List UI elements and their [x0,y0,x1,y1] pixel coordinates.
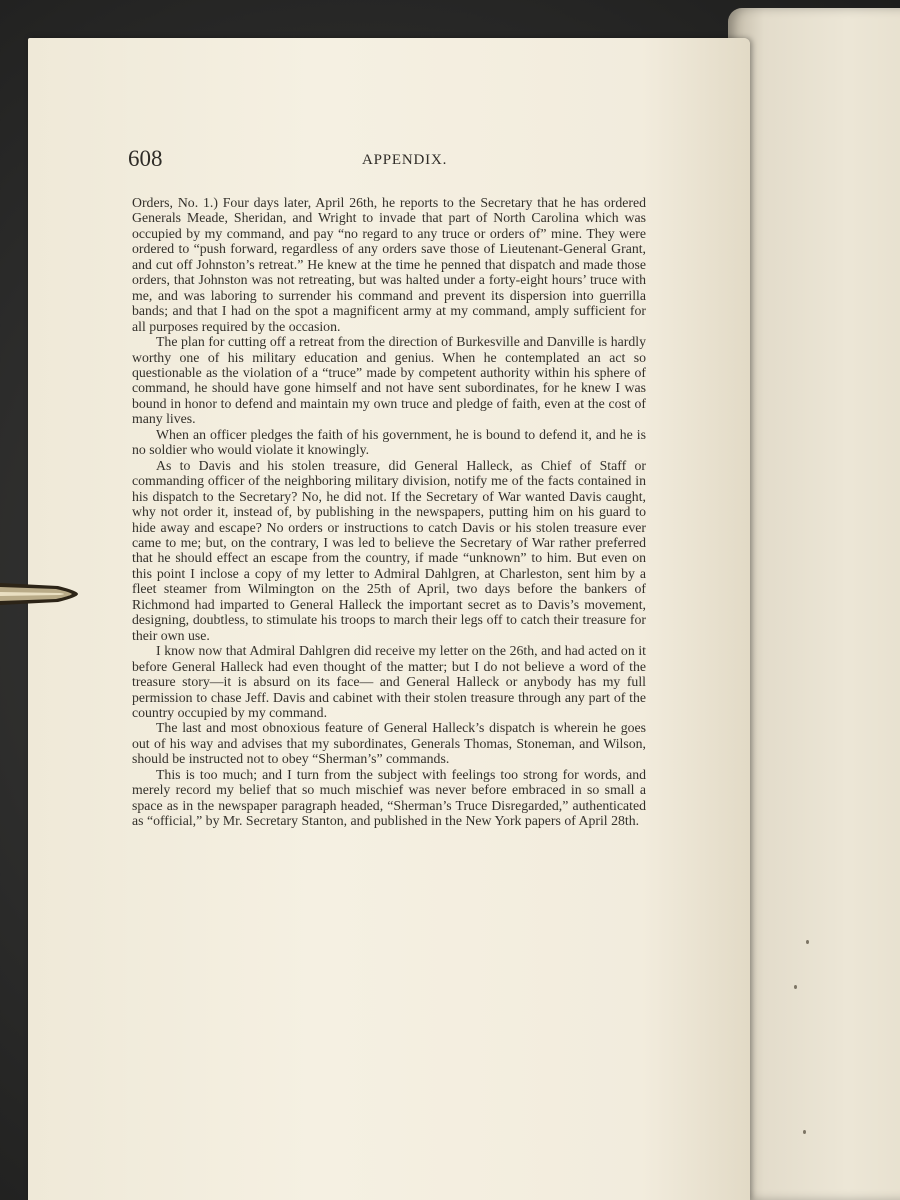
paragraph: When an officer pledges the faith of his government, he is bound to defend it, and he is no soldier who would violate it knowingly. [132,426,646,458]
paragraph: This is too much; and I turn from the subject with feelings too strong for words, and merely record my belief that so much mischief was never before embraced in so small a space as in the newspaper paragraph headed, “Sherman’s Truce Disregarded,” authenticated as “official,” by Mr. Secretary Stanton, and published in the New York papers of April 28th. [132,766,646,829]
page-speck [806,940,809,944]
page-speck [794,985,797,989]
paragraph: The last and most obnoxious feature of General Halleck’s dispatch is wherein he goes out of his way and advises that my subordinates, Generals Thomas, Stoneman, and Wilson, should be instructed not to obey “Sherman’s” commands. [132,720,646,767]
page-speck [803,1130,806,1134]
ribbon-bookmark [0,577,80,611]
paragraph: I know now that Admiral Dahlgren did receive my letter on the 26th, and had acted on it before General Halleck had even thought of the matter; but I do not believe a word of the treasure story—it is absurd on its face— and General Halleck or anybody has my full permission to chase Jeff. Davis and cabinet with their stolen treasure through any part of the country occupied by my command. [132,643,646,720]
paragraph: As to Davis and his stolen treasure, did General Halleck, as Chief of Staff or commanding officer of the neighboring military division, notify me of the facts contained in his dispatch to the Secretary? No, he did not. If the Secretary of War wanted Davis caught, why not order it, instead of, by publishing in the newspapers, putting him on his guard to hide away and escape? No orders or instructions to catch Davis or his stolen treasure ever came to me; but, on the contrary, I was led to believe the Secretary of War rather preferred that he should effect an escape from the country, if made “unknown” to him. But even on this point I inclose a copy of my letter to Admiral Dahlgren, at Charleston, sent him by a fleet steamer from Wilmington on the 25th of April, two days before the bankers of Richmond had imparted to General Halleck the important secret as to Davis’s movement, designing, doubtless, to stimulate his troops to march their legs off to catch their treasure for their own use. [132,457,646,643]
page-body-text [132,195,646,829]
page-header [128,146,648,172]
running-head: APPENDIX. [362,152,448,168]
paragraph: Orders, No. 1.) Four days later, April 26th, he reports to the Secretary that he has ordered Generals Meade, Sheridan, and Wright to invade that part of North Carolina which was occupied by my command, and pay “no regard to any truce or orders of” mine. They were ordered to “push forward, regardless of any orders save those of Lieutenant-General Grant, and cut off Johnston’s retreat.” He knew at the time he penned that dispatch and made those orders, that Johnston was not retreating, but was halted under a forty-eight hours’ truce with me, and was laboring to surrender his command and prevent its dispersion into guerrilla bands; and that I had on the spot a magnificent army at my command, amply sufficient for all purposes required by the occasion. [132,195,646,334]
page-number: 608 [128,146,163,171]
paragraph: The plan for cutting off a retreat from the direction of Burkesville and Danville is hardly worthy one of his military education and genius. When he contemplated an act so questionable as the violation of a “truce” made by competent authority within his sphere of command, he should have gone himself and not have sent subordinates, for he knew I was bound in honor to defend and maintain my own truce and pledge of faith, even at the cost of many lives. [132,334,646,427]
facing-page-edge [728,8,900,1200]
